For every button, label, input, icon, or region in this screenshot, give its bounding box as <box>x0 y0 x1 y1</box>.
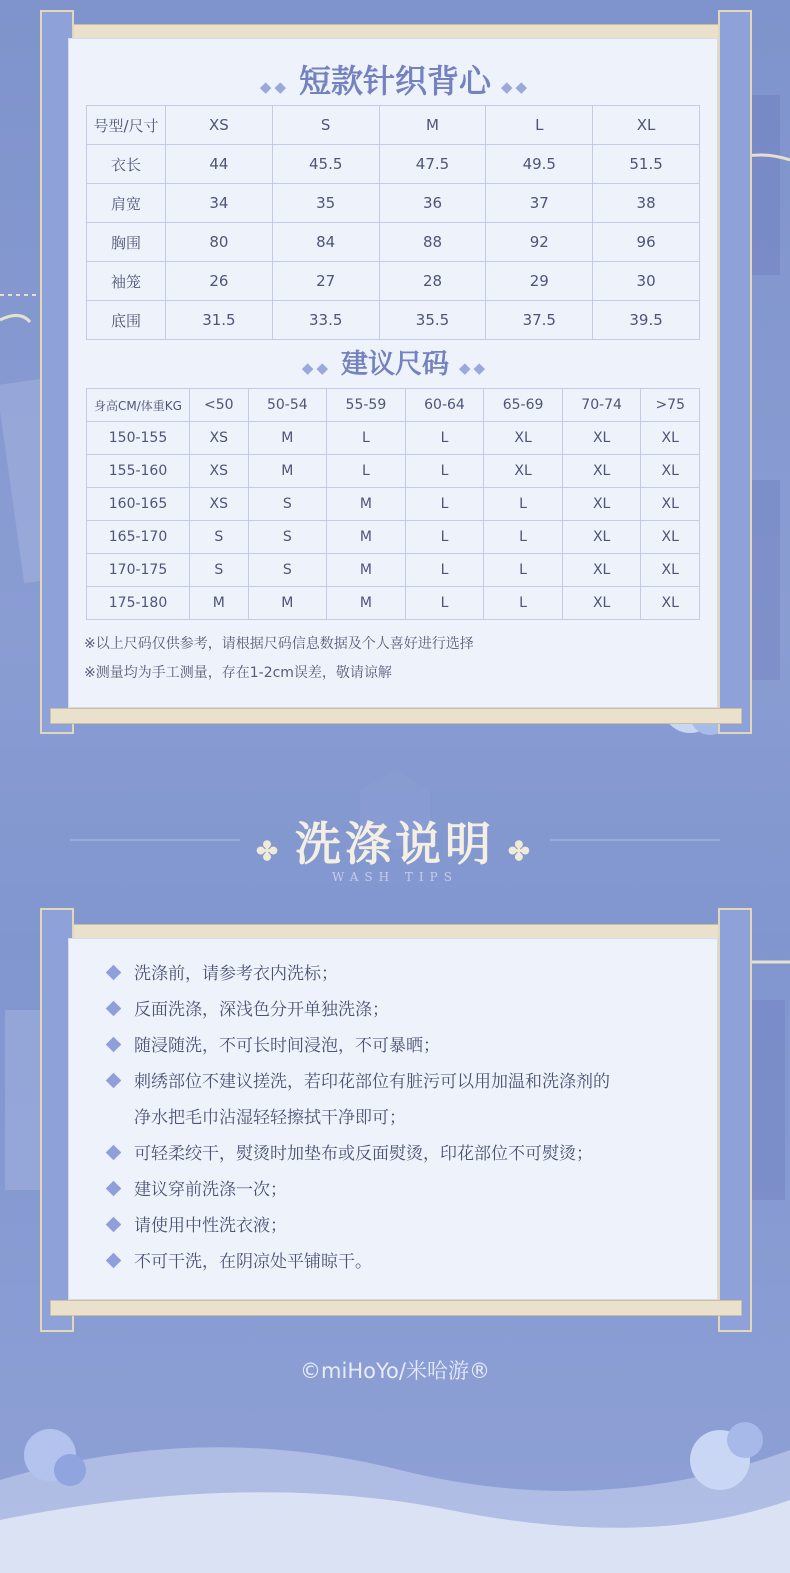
table-cell: XL <box>641 422 700 455</box>
table-cell: 37.5 <box>486 301 593 340</box>
diamond-bullet-icon <box>106 1144 122 1160</box>
table-cell: 胸围 <box>87 223 166 262</box>
table-row <box>87 554 700 587</box>
table-cell: 袖笼 <box>87 262 166 301</box>
measure-note: ※测量均为手工测量，存在1-2cm误差，敬请谅解 <box>84 665 392 681</box>
table-row <box>87 587 700 620</box>
table-cell: XL <box>562 422 641 455</box>
table-cell: XL <box>562 587 641 620</box>
table-cell: 50-54 <box>248 389 327 422</box>
table-row <box>87 145 700 184</box>
table-cell: 30 <box>593 262 700 301</box>
table-cell: XL <box>641 455 700 488</box>
table-cell: 51.5 <box>593 145 700 184</box>
table-cell: M <box>248 455 327 488</box>
table-cell: L <box>484 554 563 587</box>
table-cell: 31.5 <box>166 301 273 340</box>
table-row <box>87 301 700 340</box>
table-cell: 34 <box>166 184 273 223</box>
table-cell: 35 <box>272 184 379 223</box>
table-cell: S <box>248 554 327 587</box>
table-cell: L <box>327 422 406 455</box>
table-cell: S <box>190 554 249 587</box>
table-row <box>87 488 700 521</box>
table-cell: L <box>484 521 563 554</box>
wash-bottom-scroll-rod <box>50 1300 742 1316</box>
wash-scroll-end-right <box>718 908 752 1332</box>
table-cell: 33.5 <box>272 301 379 340</box>
table-cell: S <box>248 521 327 554</box>
table-cell: 27 <box>272 262 379 301</box>
table-cell: 衣长 <box>87 145 166 184</box>
table-cell: L <box>486 106 593 145</box>
table-cell: XS <box>190 422 249 455</box>
table-cell: 39.5 <box>593 301 700 340</box>
table-cell: 150-155 <box>87 422 190 455</box>
table-cell: 肩宽 <box>87 184 166 223</box>
table-cell: 55-59 <box>327 389 406 422</box>
table-cell: XL <box>484 422 563 455</box>
table-cell: 38 <box>593 184 700 223</box>
table-cell: L <box>405 488 484 521</box>
table-cell: XS <box>190 455 249 488</box>
wash-item: 随浸随洗，不可长时间浸泡，不可暴晒； <box>108 1029 440 1063</box>
table-cell: XL <box>641 554 700 587</box>
table-header-row <box>87 106 700 145</box>
diamond-bullet-icon <box>106 964 122 980</box>
table-cell: 号型/尺寸 <box>87 106 166 145</box>
title-ornament-right: ✤ <box>495 837 534 867</box>
table-cell: L <box>405 554 484 587</box>
wash-item: 可轻柔绞干，熨烫时加垫布或反面熨烫，印花部位不可熨烫； <box>108 1137 593 1171</box>
table-cell: XS <box>166 106 273 145</box>
table-cell: M <box>327 521 406 554</box>
table-cell: M <box>190 587 249 620</box>
title-ornament-right: ◆◆ <box>501 78 531 96</box>
table-cell: 44 <box>166 145 273 184</box>
table-cell: 45.5 <box>272 145 379 184</box>
table-cell: XL <box>641 587 700 620</box>
wash-item-continuation: 净水把毛巾沾湿轻轻擦拭干净即可； <box>134 1108 406 1128</box>
table-cell: 155-160 <box>87 455 190 488</box>
table-cell: L <box>405 587 484 620</box>
table-cell: XL <box>641 488 700 521</box>
table-cell: XL <box>562 488 641 521</box>
wash-item: 请使用中性洗衣液； <box>108 1209 287 1243</box>
table-cell: 65-69 <box>484 389 563 422</box>
table-cell: L <box>405 521 484 554</box>
table-cell: M <box>248 422 327 455</box>
table-cell: 35.5 <box>379 301 486 340</box>
diamond-bullet-icon <box>106 1072 122 1088</box>
wash-item: 建议穿前洗涤一次； <box>108 1173 287 1207</box>
table-cell: 92 <box>486 223 593 262</box>
table-cell: L <box>484 488 563 521</box>
diamond-bullet-icon <box>106 1216 122 1232</box>
table-cell: 80 <box>166 223 273 262</box>
table-cell: XL <box>593 106 700 145</box>
diamond-bullet-icon <box>106 1252 122 1268</box>
title-ornament-left: ✤ <box>256 837 295 867</box>
table-cell: 26 <box>166 262 273 301</box>
table-row <box>87 422 700 455</box>
table-cell: 37 <box>486 184 593 223</box>
table-cell: 88 <box>379 223 486 262</box>
table-cell: M <box>327 587 406 620</box>
table-cell: XL <box>641 521 700 554</box>
table-cell: 165-170 <box>87 521 190 554</box>
table-cell: S <box>272 106 379 145</box>
copyright: ©miHoYo/米哈游® <box>300 1359 490 1383</box>
table-header-row <box>87 389 700 422</box>
table-cell: S <box>248 488 327 521</box>
diamond-bullet-icon <box>106 1180 122 1196</box>
table-row <box>87 184 700 223</box>
table-cell: 47.5 <box>379 145 486 184</box>
table-cell: 底围 <box>87 301 166 340</box>
table-cell: 36 <box>379 184 486 223</box>
table-cell: 160-165 <box>87 488 190 521</box>
size-table <box>86 105 700 340</box>
table-cell: XL <box>562 521 641 554</box>
table-cell: 身高CM/体重KG <box>87 389 190 422</box>
table-cell: <50 <box>190 389 249 422</box>
table-cell: 49.5 <box>486 145 593 184</box>
table-cell: 175-180 <box>87 587 190 620</box>
size-chart-title: ◆◆ 短款针织背心 ◆◆ <box>259 62 531 100</box>
table-cell: 60-64 <box>405 389 484 422</box>
table-cell: L <box>405 422 484 455</box>
size-note: ※以上尺码仅供参考，请根据尺码信息数据及个人喜好进行选择 <box>84 636 474 652</box>
table-cell: 84 <box>272 223 379 262</box>
title-ornament-right: ◆◆ <box>459 359 489 377</box>
recommend-table <box>86 388 700 620</box>
wash-item: 刺绣部位不建议搓洗，若印花部位有脏污可以用加温和洗涤剂的 <box>108 1065 610 1099</box>
recommend-title: ◆◆ 建议尺码 ◆◆ <box>301 349 489 380</box>
table-cell: XL <box>562 455 641 488</box>
wash-item: 反面洗涤，深浅色分开单独洗涤； <box>108 993 389 1027</box>
table-cell: S <box>190 521 249 554</box>
table-row <box>87 455 700 488</box>
table-cell: L <box>484 587 563 620</box>
table-cell: 28 <box>379 262 486 301</box>
wash-item: 洗涤前，请参考衣内洗标； <box>108 957 338 991</box>
table-cell: XL <box>562 554 641 587</box>
wash-title: ✤ 洗涤说明 ✤ <box>256 817 534 871</box>
table-row <box>87 521 700 554</box>
table-cell: XS <box>190 488 249 521</box>
diamond-bullet-icon <box>106 1036 122 1052</box>
table-cell: XL <box>484 455 563 488</box>
wash-item: 不可干洗，在阴凉处平铺晾干。 <box>108 1245 372 1279</box>
diamond-bullet-icon <box>106 1000 122 1016</box>
table-cell: 70-74 <box>562 389 641 422</box>
table-cell: M <box>327 488 406 521</box>
title-ornament-left: ◆◆ <box>301 359 331 377</box>
table-cell: M <box>248 587 327 620</box>
table-cell: 96 <box>593 223 700 262</box>
table-cell: 29 <box>486 262 593 301</box>
table-cell: M <box>327 554 406 587</box>
table-cell: L <box>327 455 406 488</box>
table-cell: L <box>405 455 484 488</box>
table-cell: >75 <box>641 389 700 422</box>
title-ornament-left: ◆◆ <box>259 78 289 96</box>
table-row <box>87 262 700 301</box>
bottom-scroll-rod <box>50 708 742 724</box>
wash-subtitle: WASH TIPS <box>332 870 458 884</box>
table-cell: 170-175 <box>87 554 190 587</box>
table-row <box>87 223 700 262</box>
table-cell: M <box>379 106 486 145</box>
